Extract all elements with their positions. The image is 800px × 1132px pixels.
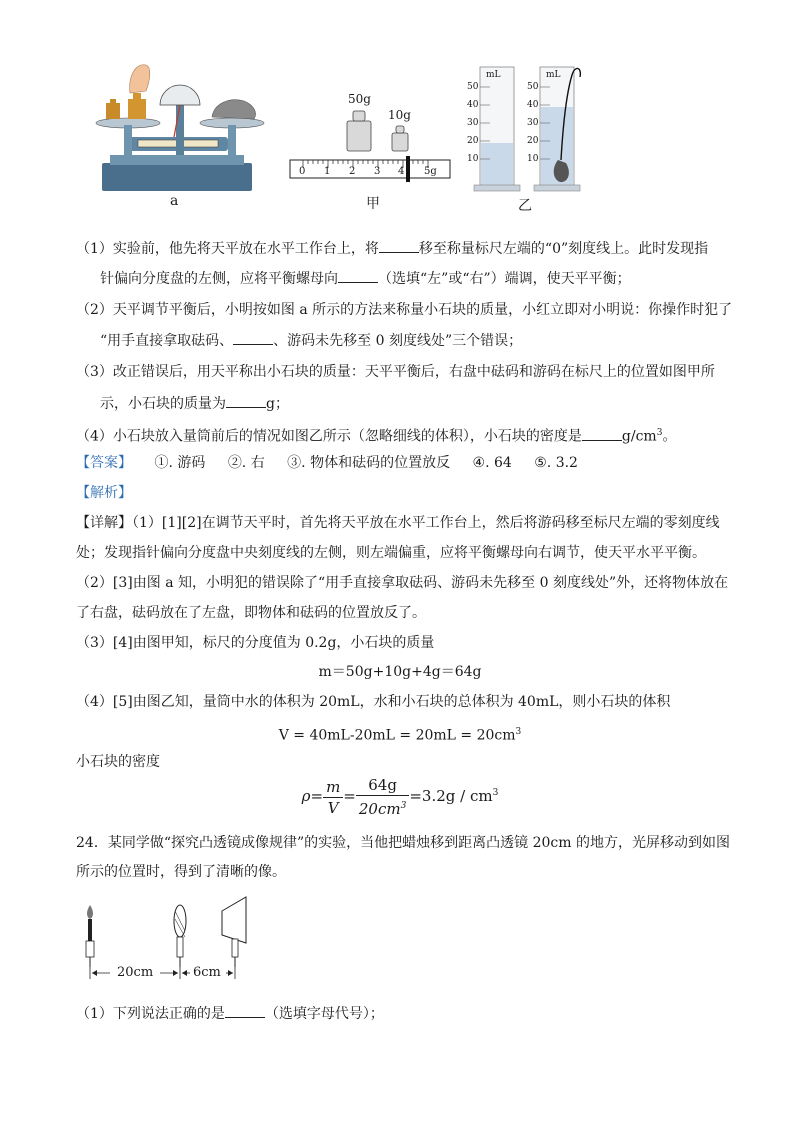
density-label: 小石块的密度 [76,754,160,770]
q1-line1 [76,238,708,259]
q3-line1: （3）改正错误后，用天平称出小石块的质量：天平平衡后，右盘中砝码和游码在标尺上的位置如图甲所 [76,364,715,380]
q1-text-c: 针偏向分度盘的左侧，应将平衡螺母向 [100,271,338,287]
frac2-den-sup: 3 [400,801,407,811]
left-mark-50: 50 [467,82,479,92]
q3-blank [226,393,266,408]
answer-item-3: ③. 物体和砝码的位置放反 [287,455,451,471]
d2-line2: 了右盘，砝码放在了左盘，即物体和砝码的位置放反了。 [76,605,426,621]
figure-jia-label: 甲 [366,196,380,212]
q4-blank [582,426,622,441]
frac2-den [356,796,409,819]
q4-text-a: （4）小石块放入量筒前后的情况如图乙所示（忽略细线的体积），小石块的密度是 [76,428,582,445]
q4-line1 [76,423,676,447]
d4-eq-text: V = 40mL-20mL = 20mL = 20cm [278,727,516,744]
left-mark-30: 30 [467,118,479,128]
q3-line2 [100,393,289,414]
frac2-den-text: 20cm [358,800,401,818]
d4-equation [0,722,800,746]
figure-yi-label: 乙 [518,198,532,214]
q1-text-b: 移至称量标尺左端的“0”刻度线上。此时发现指 [418,241,709,257]
ruler-tick-2: 2 [349,166,356,177]
rho-result: =3.2g / cm [409,787,493,805]
d3-equation: m＝50g+10g+4g＝64g [318,664,482,680]
density-equation [0,775,800,819]
q1-line2 [100,268,631,289]
frac1-num: m [323,777,343,798]
q24-sub1-blank [225,1003,265,1018]
right-mark-50: 50 [527,82,539,92]
right-mark-30: 30 [527,118,539,128]
answer-item-4: ④. 64 [472,455,512,471]
answer-item-5: ⑤. 3.2 [534,455,578,471]
figure-a-label: a [170,193,179,209]
weight-10-label: 10g [388,108,411,122]
d1-line2: 处；发现指针偏向分度盘中央刻度线的左侧，则左端偏重，应将平衡螺母向右调节，使天平水平平衡。 [76,545,706,561]
distance-6cm: 6cm [193,965,221,980]
q2-text-a: “用手直接拿取砝码、 [100,333,234,349]
q1-blank-1 [379,238,419,253]
answer-tag: 【答案】 [76,455,132,471]
q24-line1: 24．某同学做“探究凸透镜成像规律”的实验，当他把蜡烛移到距离凸透镜 20cm 的地方，光屏移动到如图 [76,835,730,851]
answer-item-2: ②. 右 [227,455,265,471]
right-cylinder-unit: mL [546,70,561,80]
left-mark-40: 40 [467,100,479,110]
rho-lhs: ρ= [301,787,324,805]
right-mark-10: 10 [527,154,539,164]
d2-line1: （2）[3]由图 a 知，小明犯的错误除了“用手直接拿取砝码、游码未先移至 0 刻度线处”外，还将物体放在 [76,575,729,591]
right-mark-20: 20 [527,136,539,146]
distance-20cm: 20cm [117,965,154,980]
ruler-tick-5g: 5g [424,166,437,177]
ruler-tick-1: 1 [324,166,331,177]
q3-text-b: g； [266,396,289,412]
figures-row [0,55,800,215]
answer-line [76,453,596,473]
frac2-num: 64g [356,775,409,796]
rho-equals: = [343,787,356,805]
fraction-m-over-v [323,777,343,818]
left-cylinder-unit: mL [486,70,501,80]
q24-sub1 [76,1003,384,1024]
d4-eq-sup: 3 [515,727,522,737]
left-mark-20: 20 [467,136,479,146]
ruler-tick-3: 3 [374,166,381,177]
weight-50-label: 50g [348,92,371,106]
q1-blank-2 [338,268,378,283]
q24-line2: 所示的位置时，得到了清晰的像。 [76,864,286,880]
fraction-64g-over-20cm3 [356,775,409,819]
frac1-den: V [327,798,339,817]
ruler-tick-0: 0 [299,166,306,177]
q3-text-a: 示，小石块的质量为 [100,396,226,412]
right-mark-40: 40 [527,100,539,110]
q24-sub1-text-a: （1）下列说法正确的是 [76,1006,225,1022]
q2-line2 [100,330,522,351]
ruler-tick-4: 4 [398,166,405,177]
cylinder-figure [0,55,800,215]
analysis-tag: 【解析】 [76,485,132,501]
left-mark-10: 10 [467,154,479,164]
q4-text-b: g/cm [621,428,657,445]
d3-line1: （3）[4]由图甲知，标尺的分度值为 0.2g，小石块的质量 [76,635,435,651]
q2-text-b: 、游码未先移至 0 刻度线处”三个错误； [273,333,523,349]
q1-text-d: （选填“左”或“右”）端调，使天平平衡； [378,271,631,287]
d1-line1: 【详解】（1）[1][2]在调节天平时，首先将天平放在水平工作台上，然后将游码移至标尺左端的零刻度线 [76,515,720,531]
q2-line1: （2）天平调节平衡后，小明按如图 a 所示的方法来称量小石块的质量，小红立即对小明说：你操作时犯了 [76,302,733,318]
rho-result-sup: 3 [492,788,499,798]
q1-text-a: （1）实验前，他先将天平放在水平工作台上，将 [76,241,379,257]
d4-line1: （4）[5]由图乙知，量筒中水的体积为 20mL，水和小石块的总体积为 40mL，则小石块的体积 [76,694,671,710]
q24-sub1-text-b: （选填字母代号）； [264,1006,384,1022]
q2-blank [233,330,273,345]
q4-sup: 3 [656,428,663,438]
q4-text-c: 。 [662,428,677,445]
answer-item-1: ①. 游码 [154,455,206,471]
